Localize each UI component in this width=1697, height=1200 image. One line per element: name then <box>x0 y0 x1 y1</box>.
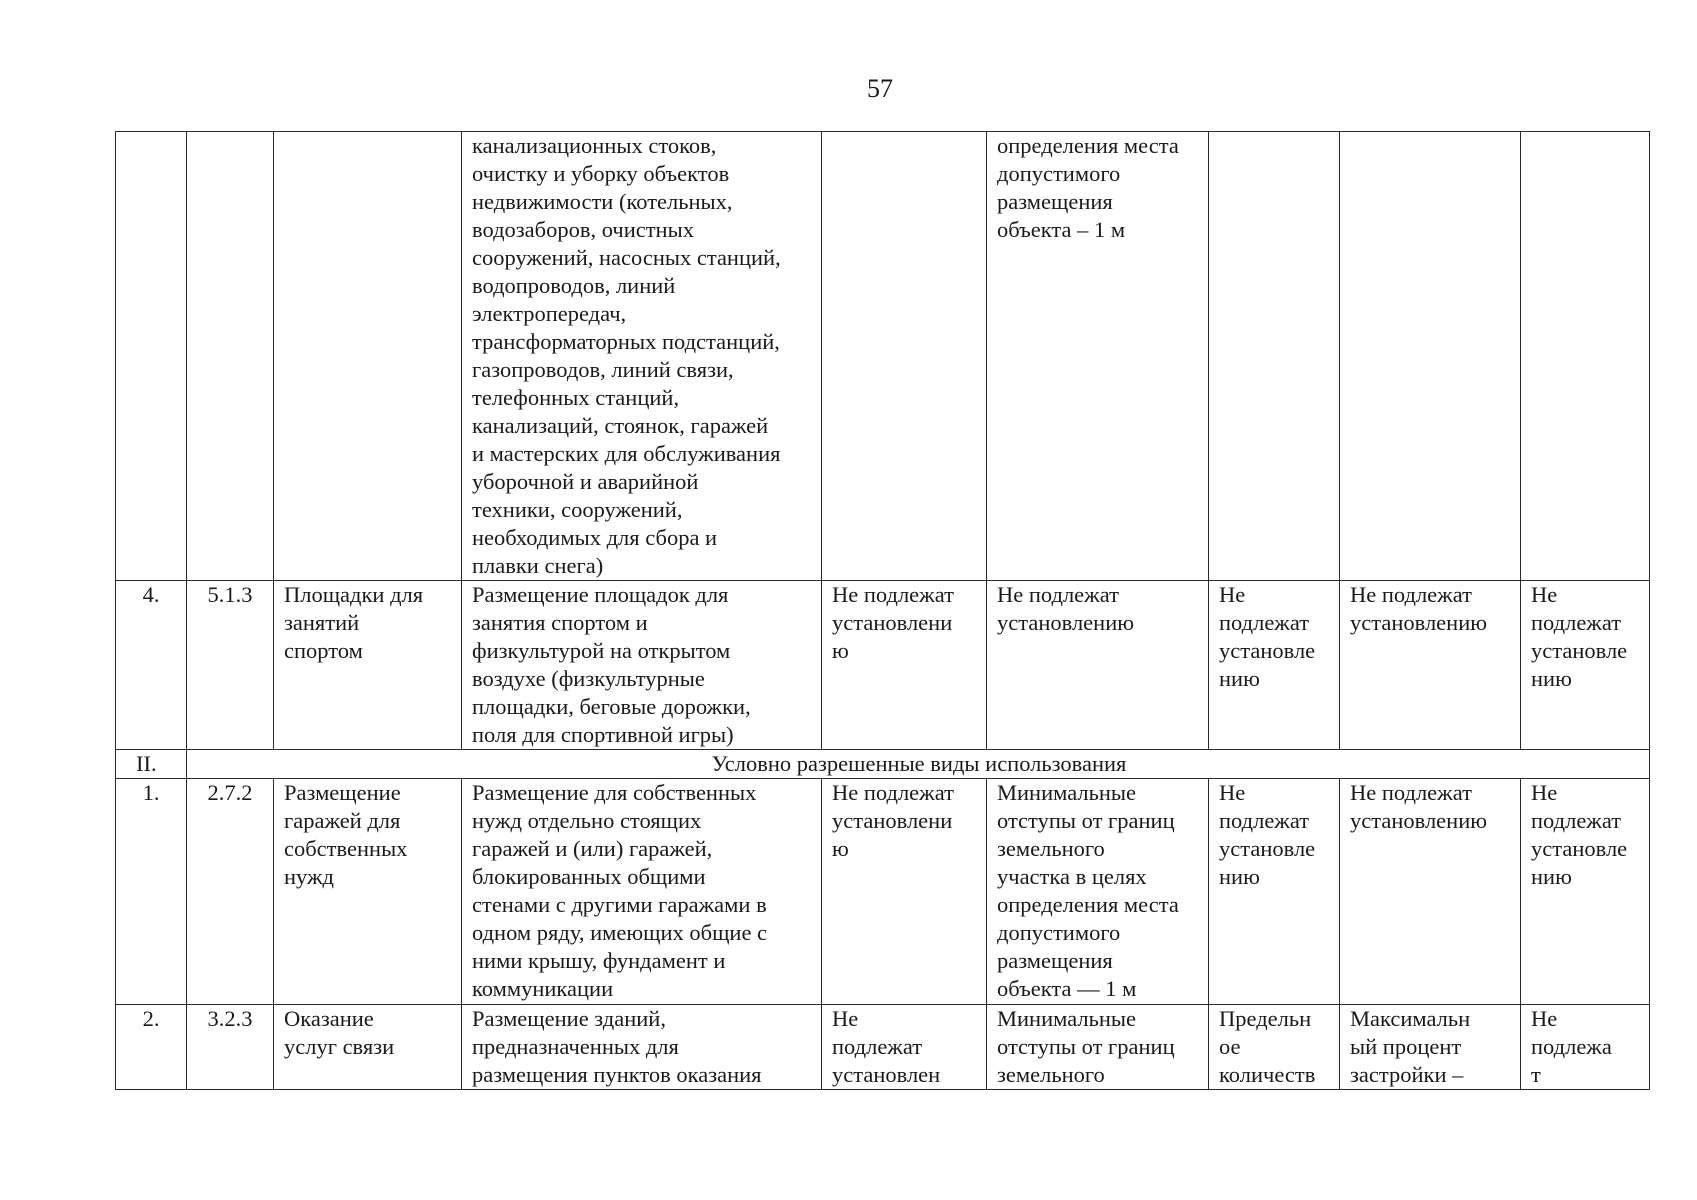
page-number: 57 <box>867 74 893 103</box>
row-col8: Максимальн ый процент застройки – <box>1340 1005 1521 1090</box>
row-col9: Не подлежа т <box>1521 1005 1650 1090</box>
row-name <box>274 132 462 581</box>
row-code: 5.1.3 <box>187 581 274 750</box>
row-col7 <box>1209 132 1340 581</box>
row-col5: Не подлежат установлени ю <box>822 581 987 750</box>
row-description: Размещение для собственных нужд отдельно стоящих гаражей и (или) гаражей, блокированных общими стенами с другими гаражами в одном ряду, имеющих общие с ними крышу, фундамент и коммуникации <box>462 779 822 1005</box>
row-col8: Не подлежат установлению <box>1340 581 1521 750</box>
table-row <box>116 132 1650 581</box>
row-name: Оказание услуг связи <box>274 1005 462 1090</box>
section-row <box>116 750 1650 779</box>
row-name: Площадки для занятий спортом <box>274 581 462 750</box>
row-number: 2. <box>116 1005 187 1090</box>
row-description: канализационных стоков, очистку и уборку объектов недвижимости (котельных, водозаборов, очистных сооружений, насосных станций, водопроводов, линий электропередач, трансформаторных подстанций, газопроводов, линий связи, телефонных станций, канализаций, стоянок, гаражей и мастерских для обслуживания уборочной и аварийной техники, сооружений, необходимых для сбора и плавки снега) <box>462 132 822 581</box>
row-name: Размещение гаражей для собственных нужд <box>274 779 462 1005</box>
table-row <box>116 1005 1650 1090</box>
row-col7: Не подлежат установле нию <box>1209 581 1340 750</box>
row-col7: Предельн ое количеств <box>1209 1005 1340 1090</box>
section-number: II. <box>116 750 187 779</box>
row-col6: определения места допустимого размещения объекта – 1 м <box>987 132 1209 581</box>
table-row <box>116 779 1650 1005</box>
row-col6: Минимальные отступы от границ земельного участка в целях определения места допустимого размещения объекта — 1 м <box>987 779 1209 1005</box>
row-number <box>116 132 187 581</box>
row-col9 <box>1521 132 1650 581</box>
row-col5: Не подлежат установлени ю <box>822 779 987 1005</box>
row-col8 <box>1340 132 1521 581</box>
row-number: 4. <box>116 581 187 750</box>
table-row <box>116 581 1650 750</box>
section-title: Условно разрешенные виды использования <box>187 750 1650 779</box>
row-col9: Не подлежат установле нию <box>1521 779 1650 1005</box>
row-col5 <box>822 132 987 581</box>
row-col8: Не подлежат установлению <box>1340 779 1521 1005</box>
row-col6: Не подлежат установлению <box>987 581 1209 750</box>
row-code <box>187 132 274 581</box>
row-code: 2.7.2 <box>187 779 274 1005</box>
row-col7: Не подлежат установле нию <box>1209 779 1340 1005</box>
land-use-table <box>115 131 1650 1090</box>
row-code: 3.2.3 <box>187 1005 274 1090</box>
row-description: Размещение зданий, предназначенных для размещения пунктов оказания <box>462 1005 822 1090</box>
row-col5: Не подлежат установлен <box>822 1005 987 1090</box>
row-col6: Минимальные отступы от границ земельного <box>987 1005 1209 1090</box>
row-col9: Не подлежат установле нию <box>1521 581 1650 750</box>
row-description: Размещение площадок для занятия спортом и физкультурой на открытом воздухе (физкультурные площадки, беговые дорожки, поля для спортивной игры) <box>462 581 822 750</box>
row-number: 1. <box>116 779 187 1005</box>
